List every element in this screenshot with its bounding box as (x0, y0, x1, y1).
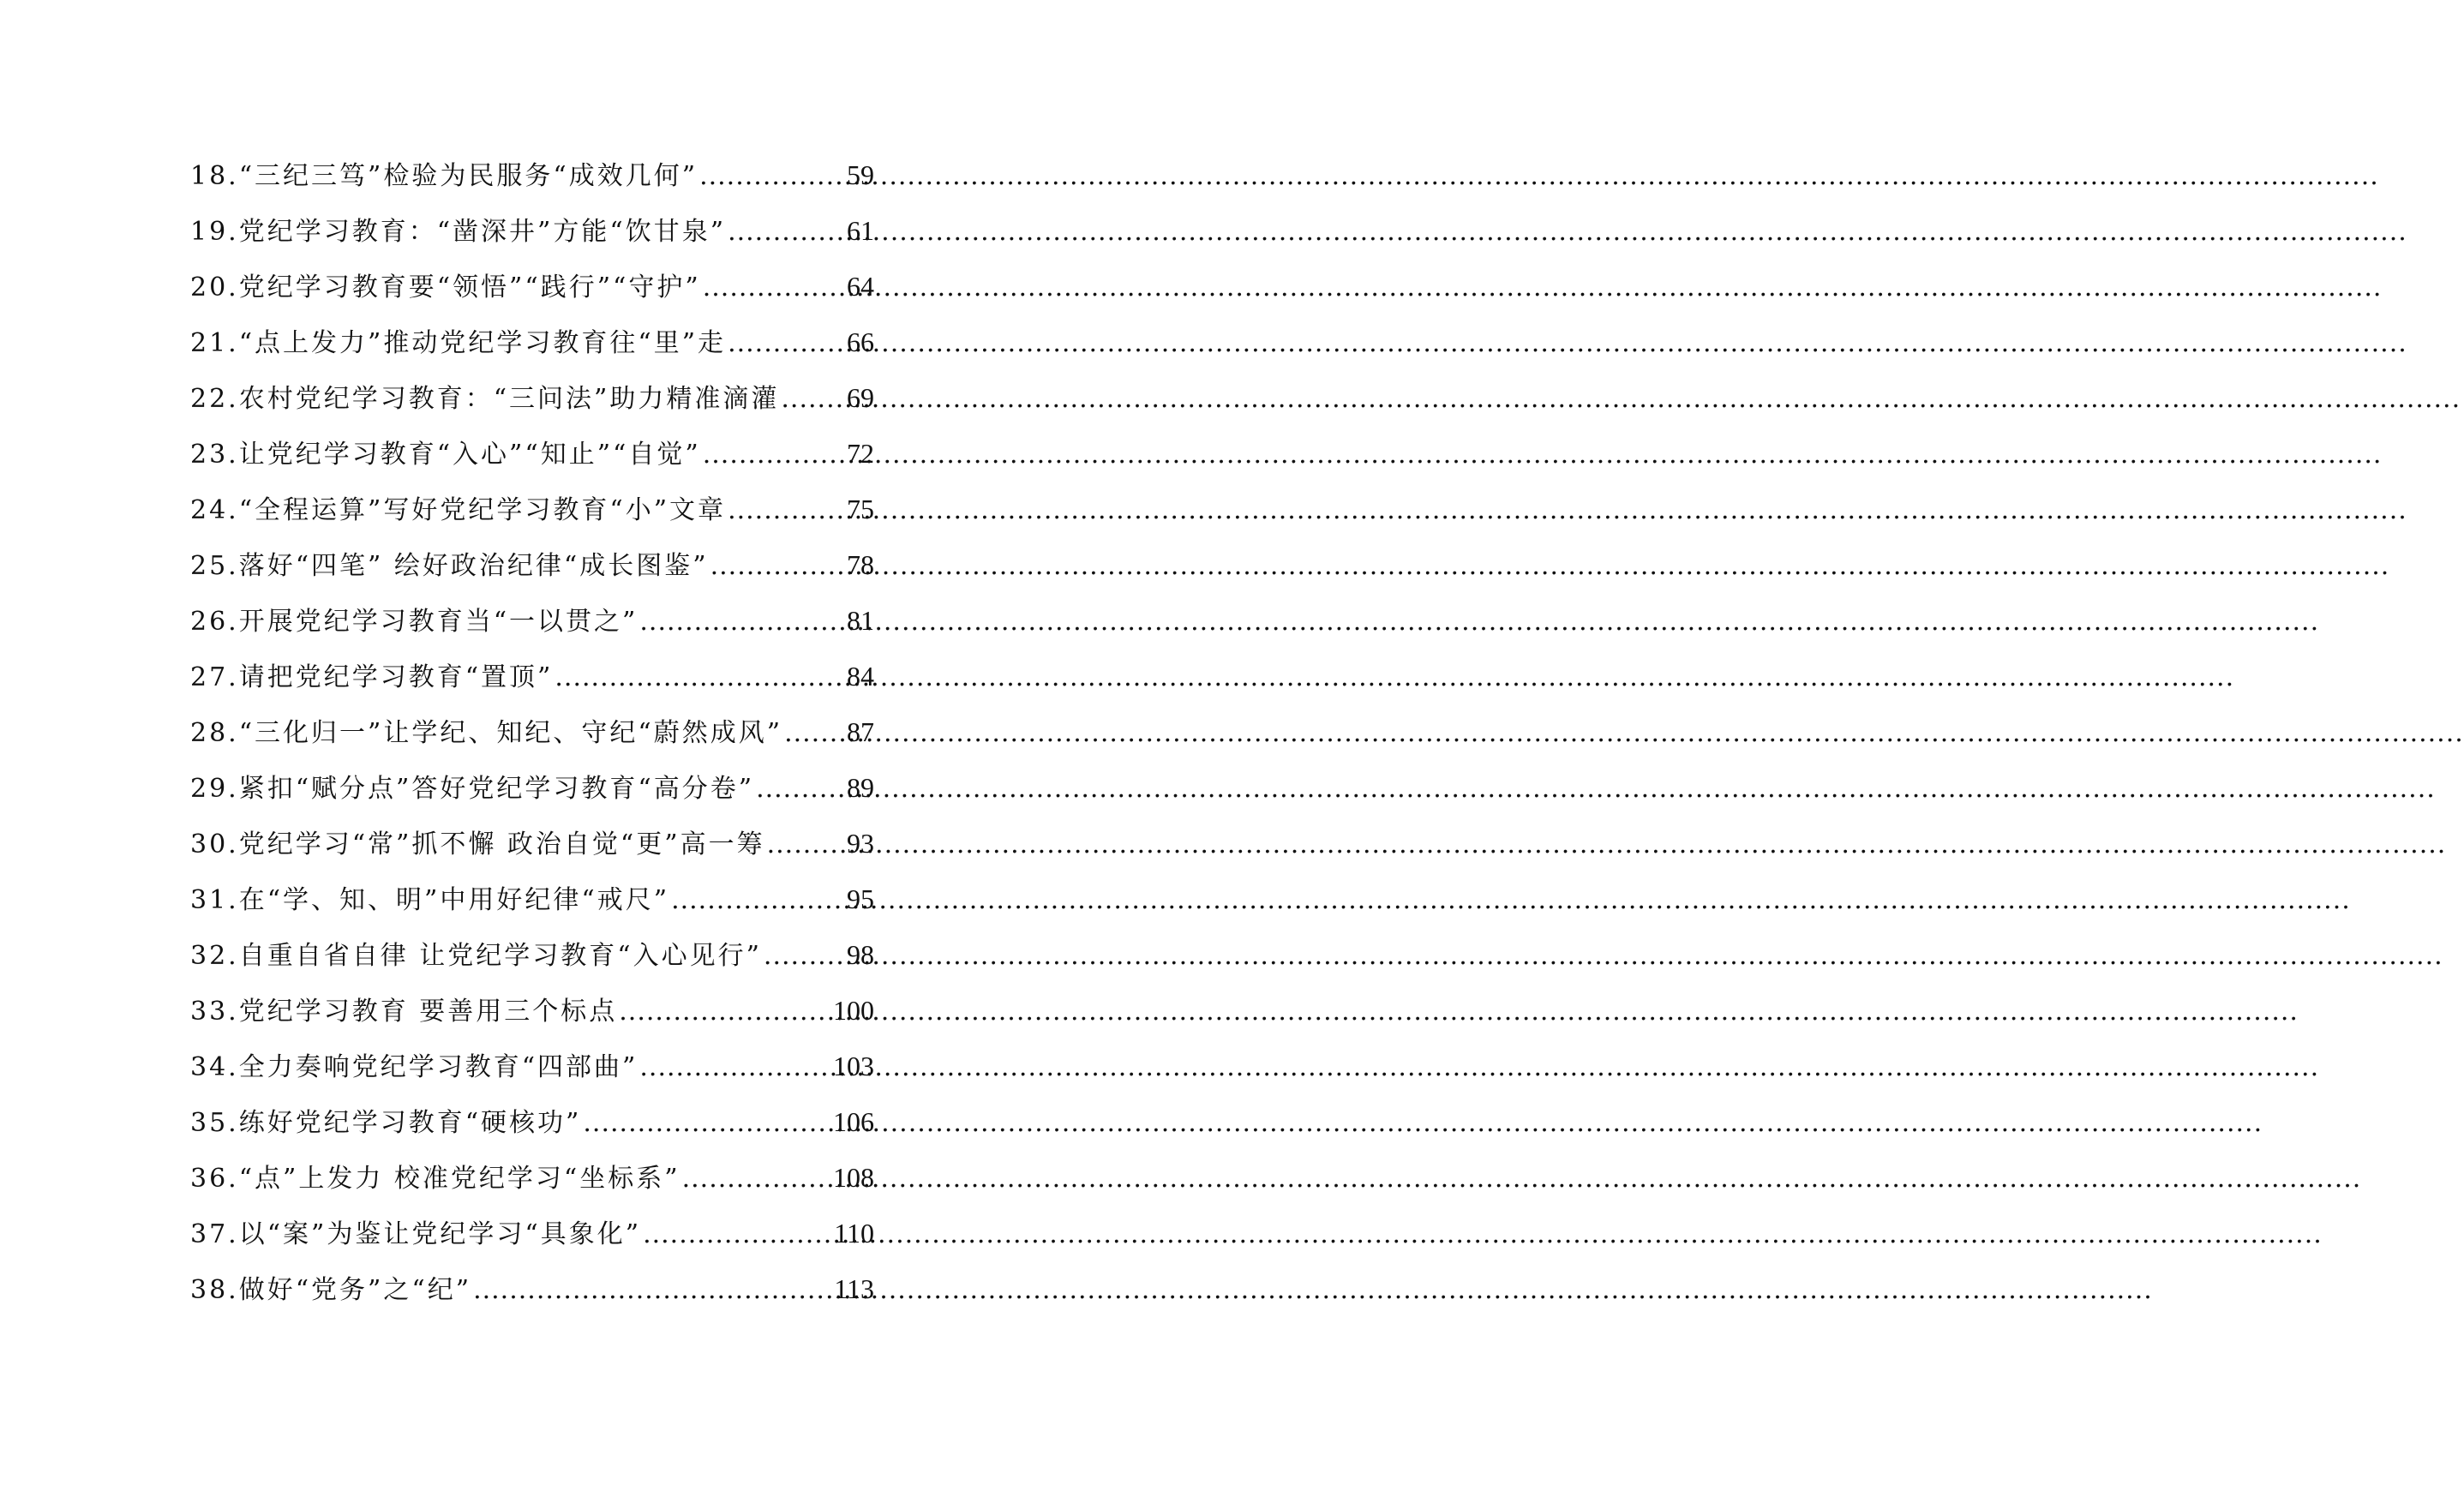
toc-entry-page: 100 (833, 995, 874, 1026)
toc-entry-title: 33.党纪学习教育 要善用三个标点 (190, 997, 618, 1027)
toc-leader-dots (703, 272, 845, 302)
toc-entry[interactable] (190, 600, 874, 656)
toc-entry-title: 30.党纪学习“常”抓不懈 政治自觉“更”高一筹 (190, 829, 765, 859)
toc-entry-page: 59 (847, 159, 874, 190)
toc-entry[interactable] (190, 1045, 874, 1101)
toc-entry[interactable] (190, 154, 874, 210)
table-of-contents (190, 154, 874, 1324)
toc-leader-dots (619, 997, 831, 1027)
toc-entry-page: 110 (834, 1218, 874, 1249)
toc-entry[interactable] (190, 1157, 874, 1213)
toc-entry-page: 81 (847, 605, 874, 636)
toc-entry-title: 23.让党纪学习教育“入心”“知止”“自觉” (190, 440, 701, 470)
toc-entry[interactable] (190, 878, 874, 934)
toc-entry-title: 19.党纪学习教育：“凿深井”方能“饮甘泉” (190, 217, 727, 247)
toc-entry-page: 64 (847, 271, 874, 302)
toc-entry-title: 29.紧扣“赋分点”答好党纪学习教育“高分卷” (190, 774, 755, 804)
toc-entry-title: 24.“全程运算”写好党纪学习教育“小”文章 (190, 495, 727, 525)
toc-entry[interactable] (190, 321, 874, 377)
toc-entry-page: 84 (847, 661, 874, 692)
toc-leader-dots (583, 1108, 831, 1138)
toc-leader-dots (682, 1164, 831, 1194)
toc-leader-dots (473, 1275, 832, 1305)
toc-entry-title: 31.在“学、知、明”中用好纪律“戒尺” (190, 885, 670, 915)
toc-entry[interactable] (190, 990, 874, 1045)
toc-entry[interactable] (190, 767, 874, 823)
toc-entry[interactable] (190, 1101, 874, 1157)
toc-entry-page: 87 (847, 716, 874, 747)
toc-entry[interactable] (190, 266, 874, 321)
toc-entry-title: 34.全力奏响党纪学习教育“四部曲” (190, 1052, 638, 1082)
toc-leader-dots (703, 440, 845, 470)
toc-leader-dots (781, 384, 845, 414)
toc-entry-page: 72 (847, 438, 874, 469)
toc-leader-dots (671, 885, 845, 915)
toc-leader-dots (764, 941, 845, 971)
toc-leader-dots (728, 217, 845, 247)
toc-entry[interactable] (190, 711, 874, 767)
toc-entry-title: 20.党纪学习教育要“领悟”“践行”“守护” (190, 272, 701, 302)
toc-entry-page: 75 (847, 494, 874, 524)
toc-entry-title: 22.农村党纪学习教育：“三问法”助力精准滴灌 (190, 384, 780, 414)
toc-entry-title: 38.做好“党务”之“纪” (190, 1275, 472, 1305)
toc-entry[interactable] (190, 1213, 874, 1268)
toc-entry-page: 98 (847, 939, 874, 970)
toc-leader-dots (756, 774, 845, 804)
toc-entry-title: 26.开展党纪学习教育当“一以贯之” (190, 607, 638, 637)
toc-entry-page: 89 (847, 772, 874, 803)
toc-entry-title: 28.“三化归一”让学纪、知纪、守纪“蔚然成风” (190, 718, 783, 748)
toc-entry-page: 93 (847, 828, 874, 859)
toc-entry[interactable] (190, 488, 874, 544)
toc-entry[interactable] (190, 433, 874, 488)
toc-entry-title: 27.请把党纪学习教育“置顶” (190, 662, 554, 692)
toc-entry[interactable] (190, 934, 874, 990)
toc-entry-page: 113 (834, 1273, 874, 1304)
toc-entry-page: 61 (847, 215, 874, 246)
toc-leader-dots (767, 829, 845, 859)
toc-entry-page: 103 (833, 1051, 874, 1081)
toc-leader-dots (728, 495, 845, 525)
toc-leader-dots (555, 662, 845, 692)
toc-leader-dots (639, 1052, 831, 1082)
toc-entry-page: 106 (833, 1106, 874, 1137)
toc-entry[interactable] (190, 544, 874, 600)
toc-leader-dots (643, 1219, 832, 1249)
toc-entry-title: 25.落好“四笔” 绘好政治纪律“成长图鉴” (190, 551, 709, 581)
toc-leader-dots (639, 607, 845, 637)
toc-entry-title: 21.“点上发力”推动党纪学习教育往“里”走 (190, 328, 727, 358)
toc-entry[interactable] (190, 823, 874, 878)
toc-entry-page: 69 (847, 382, 874, 413)
toc-entry-title: 35.练好党纪学习教育“硬核功” (190, 1108, 582, 1138)
toc-entry-title: 36.“点”上发力 校准党纪学习“坐标系” (190, 1164, 680, 1194)
toc-entry-page: 78 (847, 549, 874, 580)
toc-entry[interactable] (190, 1268, 874, 1324)
toc-entry-page: 66 (847, 326, 874, 357)
toc-leader-dots (710, 551, 845, 581)
toc-entry-title: 37.以“案”为鉴让党纪学习“具象化” (190, 1219, 642, 1249)
toc-entry-title: 18.“三纪三笃”检验为民服务“成效几何” (190, 161, 698, 191)
toc-leader-dots (728, 328, 845, 358)
toc-entry[interactable] (190, 656, 874, 711)
toc-entry-page: 95 (847, 883, 874, 914)
toc-entry-title: 32.自重自省自律 让党纪学习教育“入心见行” (190, 941, 762, 971)
toc-leader-dots (699, 161, 845, 191)
toc-leader-dots (784, 718, 845, 748)
toc-entry[interactable] (190, 210, 874, 266)
toc-entry-page: 108 (833, 1162, 874, 1193)
toc-entry[interactable] (190, 377, 874, 433)
